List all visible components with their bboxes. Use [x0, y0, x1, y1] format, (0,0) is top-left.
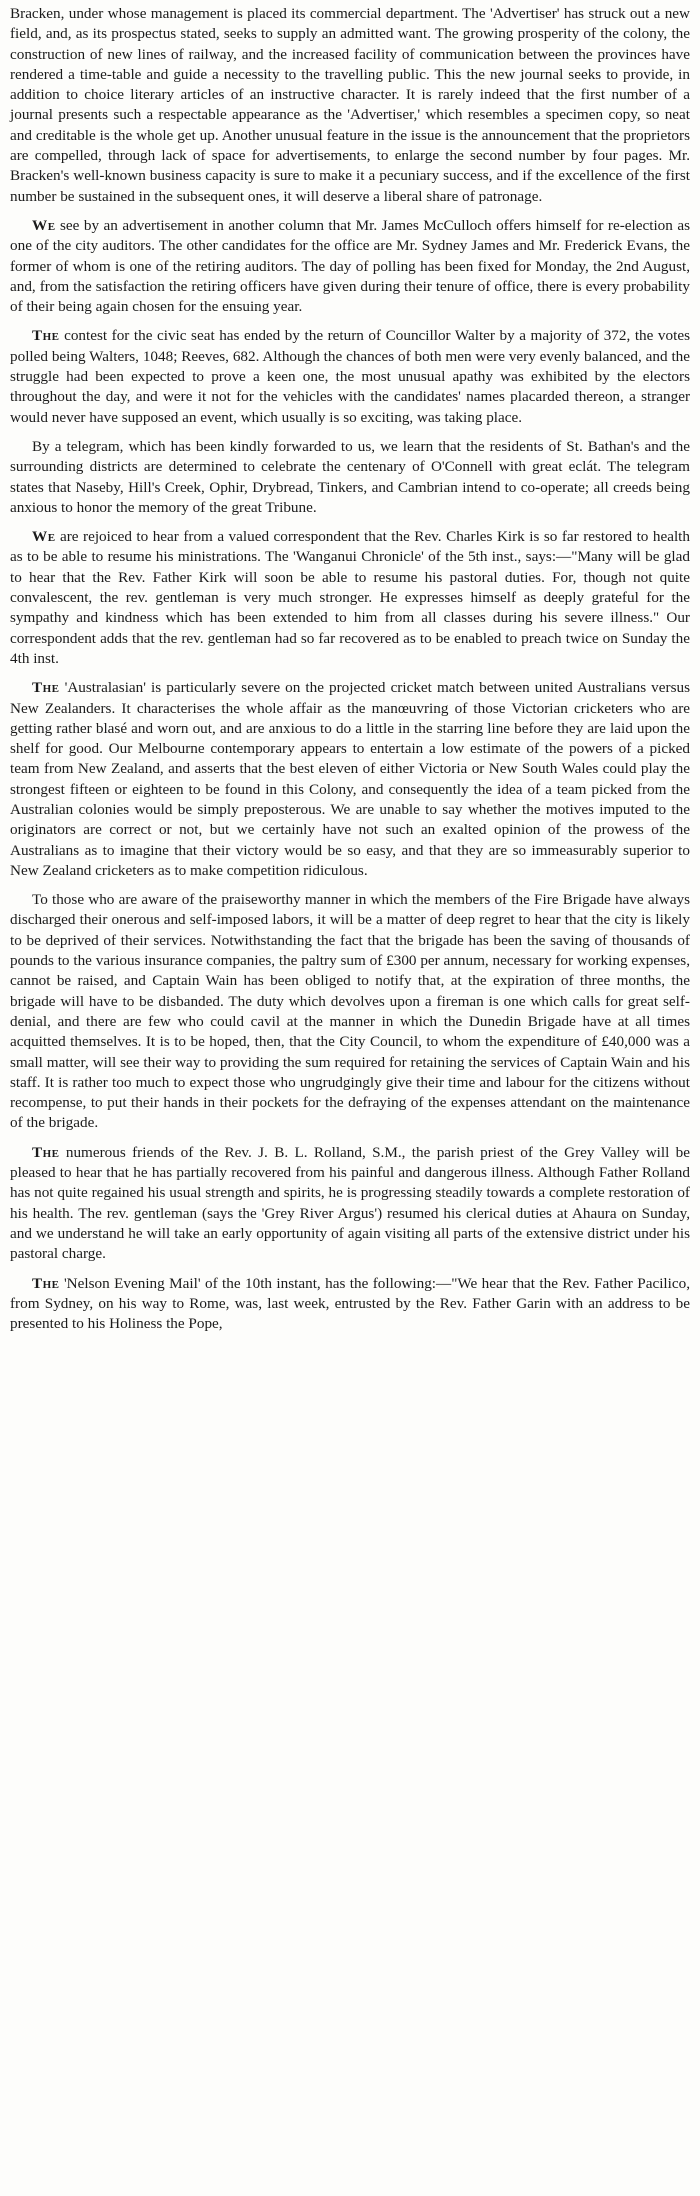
paragraph-text: 'Australasian' is particularly severe on the projected cricket match between united Australians versus New Zealanders. It characterises the whole affair as the manœuvring of those Victorian cricketers who are getting rather blasé and worn out, and are anxious to do a little in the starring line before they are laid upon the shelf for good. Our Melbourne contemporary appears to entertain a low estimate of the powers of a picked team from New Zealand, and asserts that the best eleven of either Victoria or New South Wales could play the strongest fifteen or eighteen to be found in this Colony, and consequently the idea of a team picked from the Australian colonies would be simply preposterous. We are unable to say whether the motives imputed to the originators are correct or not, but we certainly have not such an exalted opinion of the prowess of the Australians as to imagine that their victory would be so easy, and that they are so immeasurably superior to New Zealand cricketers as to make competition ridiculous.: [10, 679, 690, 879]
paragraph-text: Bracken, under whose management is placed its commercial department. The 'Advertiser' has struck out a new field, and, as its prospectus stated, seeks to supply an admitted want. The growing prosperity of the colony, the construction of new lines of railway, and the increased facility of communication between the provinces have rendered a time-table and guide a necessity to the travelling public. This the new journal seeks to provide, in addition to choice literary articles of an instructive character. It is rarely indeed that the first number of a journal presents such a respectable appearance as the 'Advertiser,' which resembles a specimen copy, so neat and creditable is the whole get up. Another unusual feature in the issue is the announcement that the proprietors are compelled, through lack of space for advertisements, to enlarge the second number by four pages. Mr. Bracken's well-known business capacity is sure to make it a pecuniary success, and if the excellence of the first number be sustained in the subsequent ones, it will deserve a liberal share of patronage.: [10, 5, 690, 205]
paragraph-oconnell-centenary: [10, 437, 690, 518]
paragraph-rev-rolland: [10, 1143, 690, 1265]
paragraph-text: are rejoiced to hear from a valued correspondent that the Rev. Charles Kirk is so far restored to health as to be able to resume his ministrations. The 'Wanganui Chronicle' of the 5th inst., says:—"Many will be glad to hear that the Rev. Father Kirk will soon be able to resume his pastoral duties. For, though not quite convalescent, the rev. gentleman is very much stronger. He expresses himself as deeply grateful for the sympathy and kindness which has been extended to him from all classes during his severe illness." Our correspondent adds that the rev. gentleman had so far recovered as to be enabled to preach twice on Sunday the 4th inst.: [10, 528, 690, 667]
paragraph-lead: The: [32, 1143, 60, 1161]
paragraph-rev-kirk: [10, 527, 690, 669]
paragraph-advertiser: [10, 4, 690, 207]
paragraph-civic-seat: [10, 326, 690, 427]
paragraph-lead: We: [32, 216, 56, 234]
paragraph-lead: The: [32, 1274, 60, 1292]
paragraph-lead: We: [32, 528, 56, 546]
paragraph-city-auditors: [10, 216, 690, 317]
paragraph-text: By a telegram, which has been kindly forwarded to us, we learn that the residents of St. Bathan's and the surrounding districts are determined to celebrate the centenary of O'Connell with great eclát. The telegram states that Naseby, Hill's Creek, Ophir, Drybread, Tinkers, and Cambrian intend to co-operate; all creeds being anxious to honor the memory of the great Tribune.: [10, 437, 690, 516]
paragraph-nelson-mail: [10, 1274, 690, 1335]
paragraph-text: 'Nelson Evening Mail' of the 10th instant, has the following:—"We hear that the Rev. Father Pacilico, from Sydney, on his way to Rome, was, last week, entrusted by the Rev. Father Garin with an address to be presented to his Holiness the Pope,: [10, 1274, 690, 1333]
paragraph-text: numerous friends of the Rev. J. B. L. Rolland, S.M., the parish priest of the Grey Valley will be pleased to hear that he has partially recovered from his painful and dangerous illness. Although Father Rolland has not quite regained his usual strength and spirits, he is progressing steadily towards a complete restoration of his health. The rev. gentleman (says the 'Grey River Argus') resumed his clerical duties at Ahaura on Sunday, and we understand he will take an early opportunity of again visiting all parts of the extensive district under his pastoral charge.: [10, 1143, 690, 1263]
paragraph-lead: The: [32, 679, 60, 697]
paragraph-text: contest for the civic seat has ended by the return of Councillor Walter by a majority of 372, the votes polled being Walters, 1048; Reeves, 682. Although the chances of both men were very evenly balanced, and the struggle had been expected to prove a keen one, the most unusual apathy was exhibited by the electors throughout the day, and were it not for the vehicles with the candidates' names placarded thereon, a stranger would never have supposed an event, which usually is so exciting, was taking place.: [10, 327, 690, 426]
paragraph-cricket-match: [10, 678, 690, 881]
paragraph-fire-brigade: [10, 890, 690, 1134]
paragraph-text: To those who are aware of the praiseworthy manner in which the members of the Fire Brigade have always discharged their onerous and self-imposed labors, it will be a matter of deep regret to hear that the city is likely to be deprived of their services. Notwithstanding the fact that the brigade has been the saving of thousands of pounds to the various insurance companies, the paltry sum of £300 per annum, necessary for working expenses, cannot be raised, and Captain Wain has been obliged to notify that, at the expiration of three months, the brigade will have to be disbanded. The duty which devolves upon a fireman is one which calls for great self-denial, and there are few who could cavil at the manner in which the Dunedin Brigade have at all times acquitted themselves. It is to be hoped, then, that the City Council, to whom the expenditure of £40,000 was a small matter, will see their way to providing the sum required for retaining the services of Captain Wain and his staff. It is rather too much to expect those who ungrudgingly give their time and labour for the citizens without recompense, to put their hands in their pockets for the defraying of the expenses attendant on the maintenance of the brigade.: [10, 891, 690, 1132]
paragraph-lead: The: [32, 327, 60, 345]
paragraph-text: see by an advertisement in another column that Mr. James McCulloch offers himself for re-election as one of the city auditors. The other candidates for the office are Mr. Sydney James and Mr. Frederick Evans, the former of whom is one of the retiring auditors. The day of polling has been fixed for Monday, the 2nd August, and, from the satisfaction the retiring officers have given during their tenure of office, there is every probability of their being again chosen for the ensuing year.: [10, 216, 690, 316]
